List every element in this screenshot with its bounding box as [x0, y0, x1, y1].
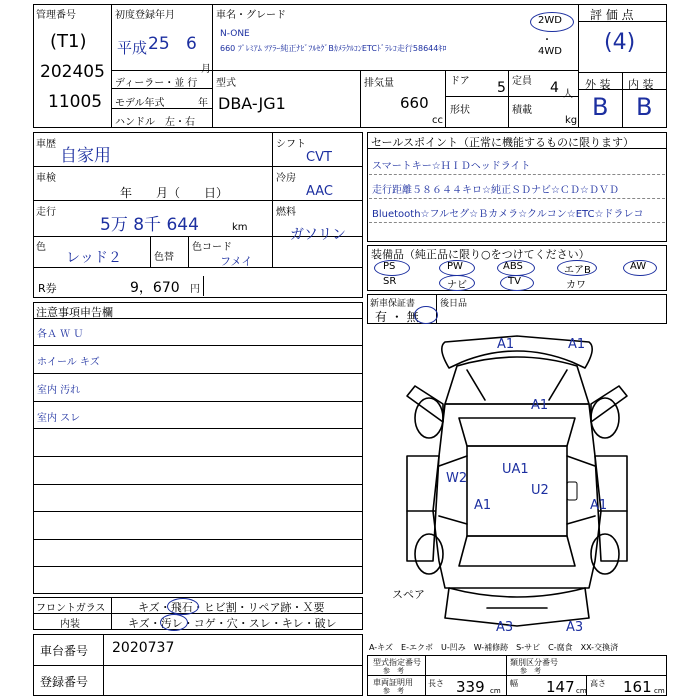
- mileage-unit: km: [232, 222, 248, 233]
- handle-label: ハンドル 左・右: [115, 117, 195, 128]
- seats-unit: 人: [563, 89, 573, 100]
- ac-label: 冷房: [276, 173, 296, 184]
- damage-mark-left-rear: A1: [474, 498, 492, 513]
- r-value: 9，670: [130, 280, 180, 296]
- fuel-label: 燃料: [276, 207, 296, 218]
- drive-2wd: 2WD: [538, 15, 562, 26]
- inspection-label: 車検: [36, 173, 56, 184]
- windshield: [459, 418, 575, 446]
- notes-title: 注意事項申告欄: [36, 306, 113, 319]
- load-label: 積載: [512, 105, 532, 116]
- r-unit: 円: [190, 284, 200, 295]
- equip-aw: AW: [630, 261, 647, 272]
- mileage-value: 5万 8千 644: [100, 215, 199, 235]
- sales-title: セールスポイント（正常に機能するものに限ります）: [371, 136, 635, 149]
- sales-line-3: Bluetooth☆フルセグ☆Ｂカメラ☆クルコン☆ETC☆ドラレコ: [372, 209, 644, 220]
- interior-defect-label: 内装: [60, 619, 80, 630]
- hood: [445, 357, 589, 404]
- damage-mark-left-door: W2: [446, 471, 468, 486]
- height-value: 161: [623, 678, 652, 696]
- seats-value: 4: [550, 80, 559, 96]
- cert-sub: 参 考: [383, 687, 404, 695]
- damage-mark-roof-2: U2: [531, 483, 549, 498]
- interior-value: B: [636, 93, 653, 121]
- exterior-value: B: [592, 93, 609, 121]
- kanri-code: (T1): [50, 31, 87, 52]
- equip-navi: ナビ: [447, 280, 467, 291]
- note-line-4: 室内 スレ: [37, 413, 81, 424]
- kanri-label: 管理番号: [36, 10, 76, 21]
- len-label: 長さ: [428, 679, 444, 688]
- car-grade: 660 ﾌﾟﾚﾐｱﾑ ﾂｱﾗｰ純正ﾅﾋﾞﾌﾙｾｸﾞBｶﾒﾗｸﾙｺﾝETCﾄﾞﾗﾚｺ走行58644ｷﾛ: [220, 44, 447, 53]
- equip-sr: SR: [383, 276, 397, 287]
- width-label: 幅: [510, 679, 518, 688]
- cc-label: 排気量: [364, 78, 394, 89]
- exterior-label: 外 装: [585, 78, 611, 91]
- shift-value: CVT: [306, 150, 332, 165]
- car-name: N-ONE: [220, 29, 250, 39]
- drive-dot: ・: [542, 35, 552, 46]
- damage-mark-roof: UA1: [502, 462, 529, 477]
- equip-tv: TV: [508, 276, 521, 287]
- shape-label: 形状: [450, 105, 470, 116]
- rating-value: (4): [604, 30, 636, 55]
- damage-mark-rear-right: A3: [566, 620, 584, 635]
- kanri-num1: 202405: [40, 62, 105, 82]
- shift-label: シフト: [276, 139, 306, 150]
- model-year-label: モデル年式: [115, 98, 165, 109]
- chassis-value: 2020737: [112, 640, 175, 656]
- rating-label: 評 価 点: [590, 8, 634, 22]
- cc-unit: cc: [432, 115, 443, 126]
- width-value: 147: [546, 678, 575, 696]
- note-line-1: 各Ａ Ｗ Ｕ: [37, 329, 84, 340]
- followup-label: 後日品: [440, 299, 468, 309]
- reg-month: 6: [186, 34, 197, 54]
- roof: [467, 446, 567, 536]
- reg-month-unit: 月: [201, 64, 211, 75]
- equip-abs: ABS: [503, 261, 523, 272]
- warranty-label: 新車保証書: [370, 299, 416, 309]
- mileage-label: 走行: [36, 207, 56, 218]
- damage-mark-front-right: A1: [568, 337, 586, 352]
- color-change-label: 色替: [154, 252, 174, 263]
- len-value: 339: [456, 678, 485, 696]
- color-value: レッド２: [66, 250, 122, 266]
- ac-value: AAC: [306, 184, 333, 199]
- damage-legend: A-キズ E-エクボ U-凹み W-補修跡 S-サビ C-腐食 XX-交換済: [369, 643, 619, 652]
- door-value: 5: [497, 80, 506, 96]
- type-value: DBA-JG1: [218, 94, 286, 113]
- r-label: R券: [38, 282, 57, 295]
- height-unit: cm: [654, 687, 665, 695]
- inspection-text: 年 月（ 日）: [120, 186, 229, 200]
- equip-leather: カワ: [566, 280, 586, 291]
- len-unit: cm: [490, 687, 501, 695]
- warranty-value: 有 ・ 無: [375, 310, 419, 324]
- reg-no-label: 登録番号: [40, 675, 89, 689]
- color-code-value: フメイ: [220, 255, 253, 268]
- note-line-3: 室内 汚れ: [37, 385, 81, 396]
- class-label: 類別区分番号: [510, 658, 558, 667]
- color-code-label: 色コード: [192, 242, 232, 253]
- rear-window: [459, 536, 575, 566]
- interior-label: 内 装: [628, 78, 654, 91]
- interior-defect-value: キズ・汚レ・コゲ・穴・スレ・キレ・破レ: [128, 617, 337, 630]
- use-label: 車歴: [36, 139, 56, 150]
- drive-4wd: 4WD: [538, 46, 562, 57]
- spec-label: 型式指定番号: [373, 658, 421, 667]
- equip-airbag: エアB: [564, 265, 591, 276]
- class-sub: 参 考: [520, 667, 541, 675]
- width-unit: cm: [576, 687, 587, 695]
- spec-sub: 参 考: [383, 667, 404, 675]
- equip-pw: PW: [447, 261, 463, 272]
- use-value: 自家用: [60, 146, 111, 166]
- damage-mark-rear-left: A3: [496, 620, 514, 635]
- sales-line-2: 走行距離５８６４４キロ☆純正ＳＤナビ☆ＣＤ☆ＤＶＤ: [372, 185, 619, 196]
- color-label: 色: [36, 242, 46, 253]
- equip-ps: PS: [383, 261, 396, 272]
- note-line-2: ホイール キズ: [37, 357, 100, 368]
- sales-line-1: スマートキー☆ＨＩＤヘッドライト: [372, 161, 531, 172]
- glass-label: フロントガラス: [36, 603, 106, 614]
- body-outline: [433, 404, 601, 588]
- dealer-label: ディーラー・並 行: [115, 78, 198, 89]
- kanri-num2: 11005: [48, 92, 103, 112]
- reg-year: 25: [148, 34, 170, 54]
- reg-label: 初度登録年月: [115, 10, 175, 21]
- glass-value: キズ・飛石・ヒビ割・リペア跡・Ｘ要: [138, 601, 325, 614]
- fuel-value: ガソリン: [290, 227, 346, 243]
- model-year-unit: 年: [198, 98, 208, 109]
- seats-label: 定員: [512, 76, 532, 87]
- chassis-label: 車台番号: [40, 644, 89, 658]
- name-label: 車名・グレード: [216, 10, 286, 21]
- spare-label: スペア: [392, 588, 425, 601]
- cert-label: 車両証明用: [373, 678, 413, 687]
- height-label: 高さ: [590, 679, 606, 688]
- door-label: ドア: [450, 76, 470, 87]
- reg-era: 平成: [117, 39, 148, 57]
- cc-value: 660: [400, 94, 429, 112]
- type-label: 型式: [216, 78, 236, 89]
- damage-mark-front-left: A1: [497, 337, 515, 352]
- damage-mark-hood: A1: [531, 398, 549, 413]
- equipment-title: 装備品（純正品に限り○をつけてください）: [371, 248, 590, 261]
- load-unit: kg: [565, 115, 578, 126]
- damage-mark-right-rear: A1: [590, 498, 608, 513]
